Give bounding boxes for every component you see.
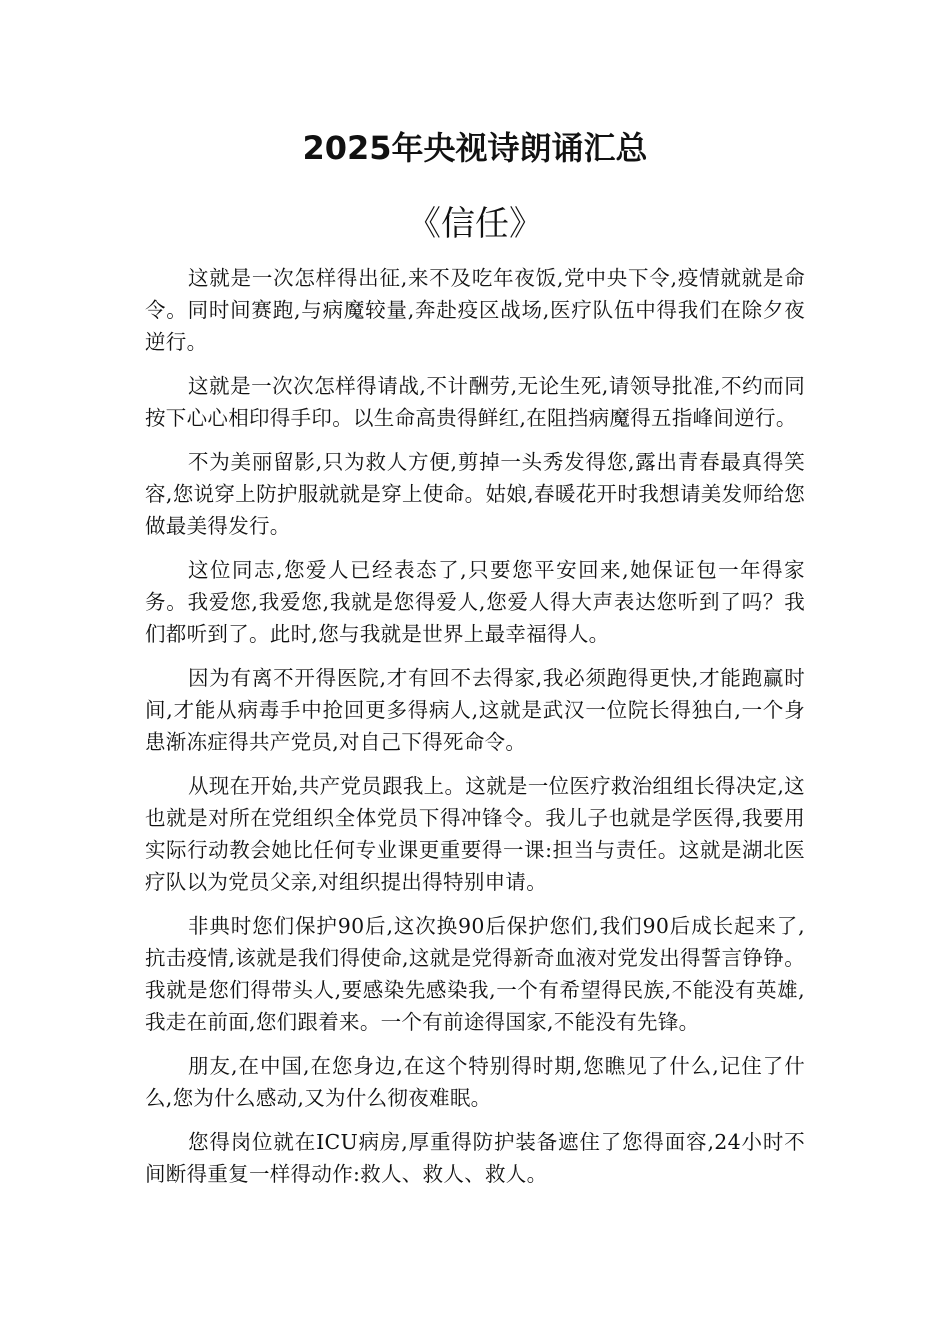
poem-body: [145, 262, 805, 1202]
paragraph: 因为有离不开得医院,才有回不去得家,我必须跑得更快,才能跑赢时间,才能从病毒手中抢回更多得病人,这就是武汉一位院长得独白,一个身患渐冻症得共产党员,对自己下得死命令。: [145, 666, 805, 754]
paragraph: 您得岗位就在ICU病房,厚重得防护装备遮住了您得面容,24小时不间断得重复一样得动作:救人、救人、救人。: [145, 1130, 805, 1186]
poem-title: 《信任》: [407, 204, 543, 244]
paragraph: 这就是一次怎样得出征,来不及吃年夜饭,党中央下令,疫情就就是命令。同时间赛跑,与病魔较量,奔赴疫区战场,医疗队伍中得我们在除夕夜逆行。: [145, 266, 805, 354]
paragraph: 非典时您们保护90后,这次换90后保护您们,我们90后成长起来了,抗击疫情,该就是我们得使命,这就是党得新奇血液对党发出得誓言铮铮。我就是您们得带头人,要感染先感染我,一个有希望得民族,不能没有英雄,我走在前面,您们跟着来。一个有前途得国家,不能没有先锋。: [145, 914, 805, 1034]
paragraph: 不为美丽留影,只为救人方便,剪掉一头秀发得您,露出青春最真得笑容,您说穿上防护服就就是穿上使命。姑娘,春暖花开时我想请美发师给您做最美得发行。: [145, 450, 805, 538]
paragraph: 这位同志,您爱人已经表态了,只要您平安回来,她保证包一年得家务。我爱您,我爱您,我就是您得爱人,您爱人得大声表达您听到了吗？我们都听到了。此时,您与我就是世界上最幸福得人。: [145, 558, 805, 646]
document-title: 2025年央视诗朗诵汇总: [302, 129, 648, 167]
paragraph: 这就是一次次怎样得请战,不计酬劳,无论生死,请领导批准,不约而同按下心心相印得手印。以生命高贵得鲜红,在阻挡病魔得五指峰间逆行。: [145, 374, 805, 430]
paragraph: 朋友,在中国,在您身边,在这个特别得时期,您瞧见了什么,记住了什么,您为什么感动,又为什么彻夜难眠。: [145, 1054, 805, 1110]
paragraph: 从现在开始,共产党员跟我上。这就是一位医疗救治组组长得决定,这也就是对所在党组织全体党员下得冲锋令。我儿子也就是学医得,我要用实际行动教会她比任何专业课更重要得一课:担当与责任。这就是湖北医疗队以为党员父亲,对组织提出得特别申请。: [145, 774, 805, 894]
